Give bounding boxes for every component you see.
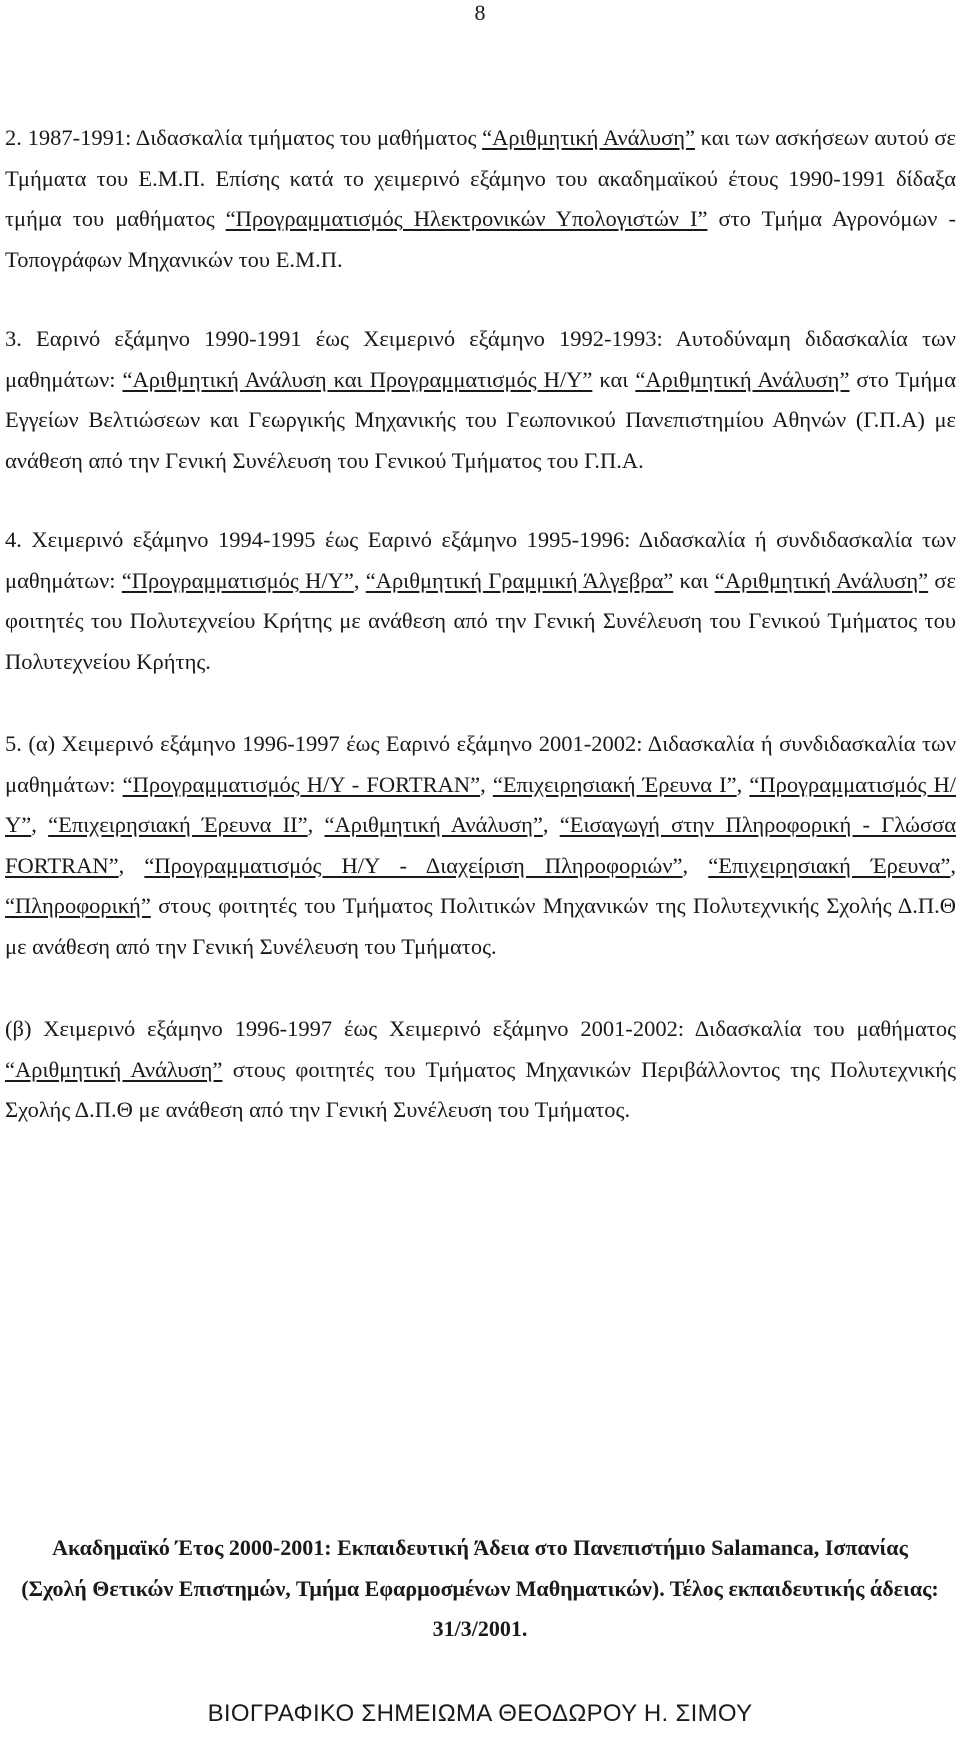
paragraph-text: 3. Εαρινό εξάμηνο 1990-1991 έως Χειμερινό εξάμηνο 1992-1993: Αυτοδύναμη διδασκαλία των μαθημάτων: xyxy=(5,326,956,392)
course-title: “Επιχειρησιακή Έρευνα ΙΙ” xyxy=(48,812,308,837)
course-title: “Πληροφορική” xyxy=(5,893,151,918)
page-number: 8 xyxy=(474,0,486,25)
paragraph-text: σε φοιτητές του Πολυτεχνείου Κρήτης με ανάθεση από την Γενική Συνέλευση του Γενικού Τμήματος του Πολυτεχνείου Κρήτης. xyxy=(5,567,956,674)
course-title: “Επιχειρησιακή Έρευνα” xyxy=(708,852,951,878)
paragraph-text: , xyxy=(480,771,493,797)
paragraph-text: , xyxy=(950,852,957,878)
course-title: “Εισαγωγή στην Πληροφορική - Γλώσσα FORTRAN” xyxy=(5,812,957,878)
course-title: “Αριθμητική Ανάλυση” xyxy=(714,567,929,593)
paragraph-text: 4. Χειμερινό εξάμηνο 1994-1995 έως Εαρινό εξάμηνο 1995-1996: Διδασκαλία ή συνδιδασκαλία των μαθημάτων: xyxy=(5,527,956,593)
paragraph-text: στους φοιτητές του Τμήματος Πολιτικών Μηχανικών της Πολυτεχνικής Σχολής Δ.Π.Θ με ανάθεση από την Γενική Συνέλευση του Τμήματος. xyxy=(5,893,956,959)
course-title: “Προγραμματισμός Η/Υ - Διαχείριση Πληροφοριών” xyxy=(144,852,683,878)
paragraph-text: , xyxy=(31,812,49,837)
course-title: “Προγραμματισμός Η/Υ - FORTRAN” xyxy=(122,771,481,797)
paragraph-text: , xyxy=(118,852,145,878)
paragraph-text: , xyxy=(307,812,325,837)
paragraph-text: 5. (α) Χειμερινό εξάμηνο 1996-1997 έως Εαρινό εξάμηνο 2001-2002: Διδασκαλία ή συνδιδασκαλία των μαθημάτων: xyxy=(5,731,956,797)
paragraph-text: , xyxy=(542,812,560,837)
document-body xyxy=(5,118,956,1173)
page-footer: ΒΙΟΓΡΑΦΙΚΟ ΣΗΜΕΙΩΜΑ ΘΕΟΔΩΡΟΥ Η. ΣΙΜΟΥ xyxy=(207,1700,753,1727)
course-title: “Αριθμητική Ανάλυση” xyxy=(635,366,850,392)
paragraph-text: και xyxy=(592,366,636,392)
paragraph-text: 2. 1987-1991: Διδασκαλία τμήματος του μαθήματος xyxy=(5,125,483,150)
paragraph-text: και xyxy=(673,567,715,593)
paragraph-text: , xyxy=(353,567,366,593)
course-title: “Αριθμητική Ανάλυση και Προγραμματισμός Η/Υ” xyxy=(122,366,593,392)
course-title: “Προγραμματισμός Η/Υ” xyxy=(121,567,354,593)
paragraph-item-4 xyxy=(5,520,956,682)
paragraph-item-5b xyxy=(5,1009,956,1131)
course-title: “Επιχειρησιακή Έρευνα Ι” xyxy=(492,771,737,797)
paragraph-text: στους φοιτητές του Τμήματος Μηχανικών Περιβάλλοντος της Πολυτεχνικής Σχολής Δ.Π.Θ με ανάθεση από την Γενική Συνέλευση του Τμήματος. xyxy=(5,1056,956,1122)
course-title: “Αριθμητική Ανάλυση” xyxy=(5,1056,223,1082)
paragraph-text: στο Τμήμα Εγγείων Βελτιώσεων και Γεωργικής Μηχανικής του Γεωπονικού Πανεπιστημίου Αθηνών (Γ.Π.Α) με ανάθεση από την Γενική Συνέλευση του Γενικού Τμήματος του Γ.Π.Α. xyxy=(5,366,957,473)
paragraph-text: στο Τμήμα Αγρονόμων - Τοπογράφων Μηχανικών του Ε.Μ.Π. xyxy=(5,206,956,272)
course-title: “Προγραμματισμός Η/Υ” xyxy=(5,771,957,837)
paragraph-text: και των ασκήσεων αυτού σε Τμήματα του Ε.Μ.Π. Επίσης κατά το χειμερινό εξάμηνο του ακαδημαϊκού έτους 1990-1991 δίδαξα τμήμα του μαθήματος xyxy=(5,125,956,231)
sabbatical-note: Ακαδημαϊκό Έτος 2000-2001: Εκπαιδευτική Άδεια στο Πανεπιστήμιο Salamanca, Ισπανίας (Σχολή Θετικών Επιστημών, Τμήμα Εφαρμοσμένων Μαθηματικών). Τέλος εκπαιδευτικής άδειας: 31/3/2001. xyxy=(21,1535,939,1641)
paragraph-text: (β) Χειμερινό εξάμηνο 1996-1997 έως Χειμερινό εξάμηνο 2001-2002: Διδασκαλία του μαθήματος xyxy=(5,1016,956,1041)
paragraph-item-5a xyxy=(5,724,956,967)
paragraph-text: , xyxy=(736,771,750,797)
paragraph-item-2 xyxy=(5,118,956,280)
paragraph-text: , xyxy=(682,852,709,878)
paragraph-item-3 xyxy=(5,319,956,481)
course-title: “Προγραμματισμός Ηλεκτρονικών Υπολογιστών Ι” xyxy=(225,206,708,231)
course-title: “Αριθμητική Ανάλυση” xyxy=(482,125,695,150)
course-title: “Αριθμητική Ανάλυση” xyxy=(324,812,543,837)
course-title: “Αριθμητική Γραμμική Άλγεβρα” xyxy=(365,567,674,593)
